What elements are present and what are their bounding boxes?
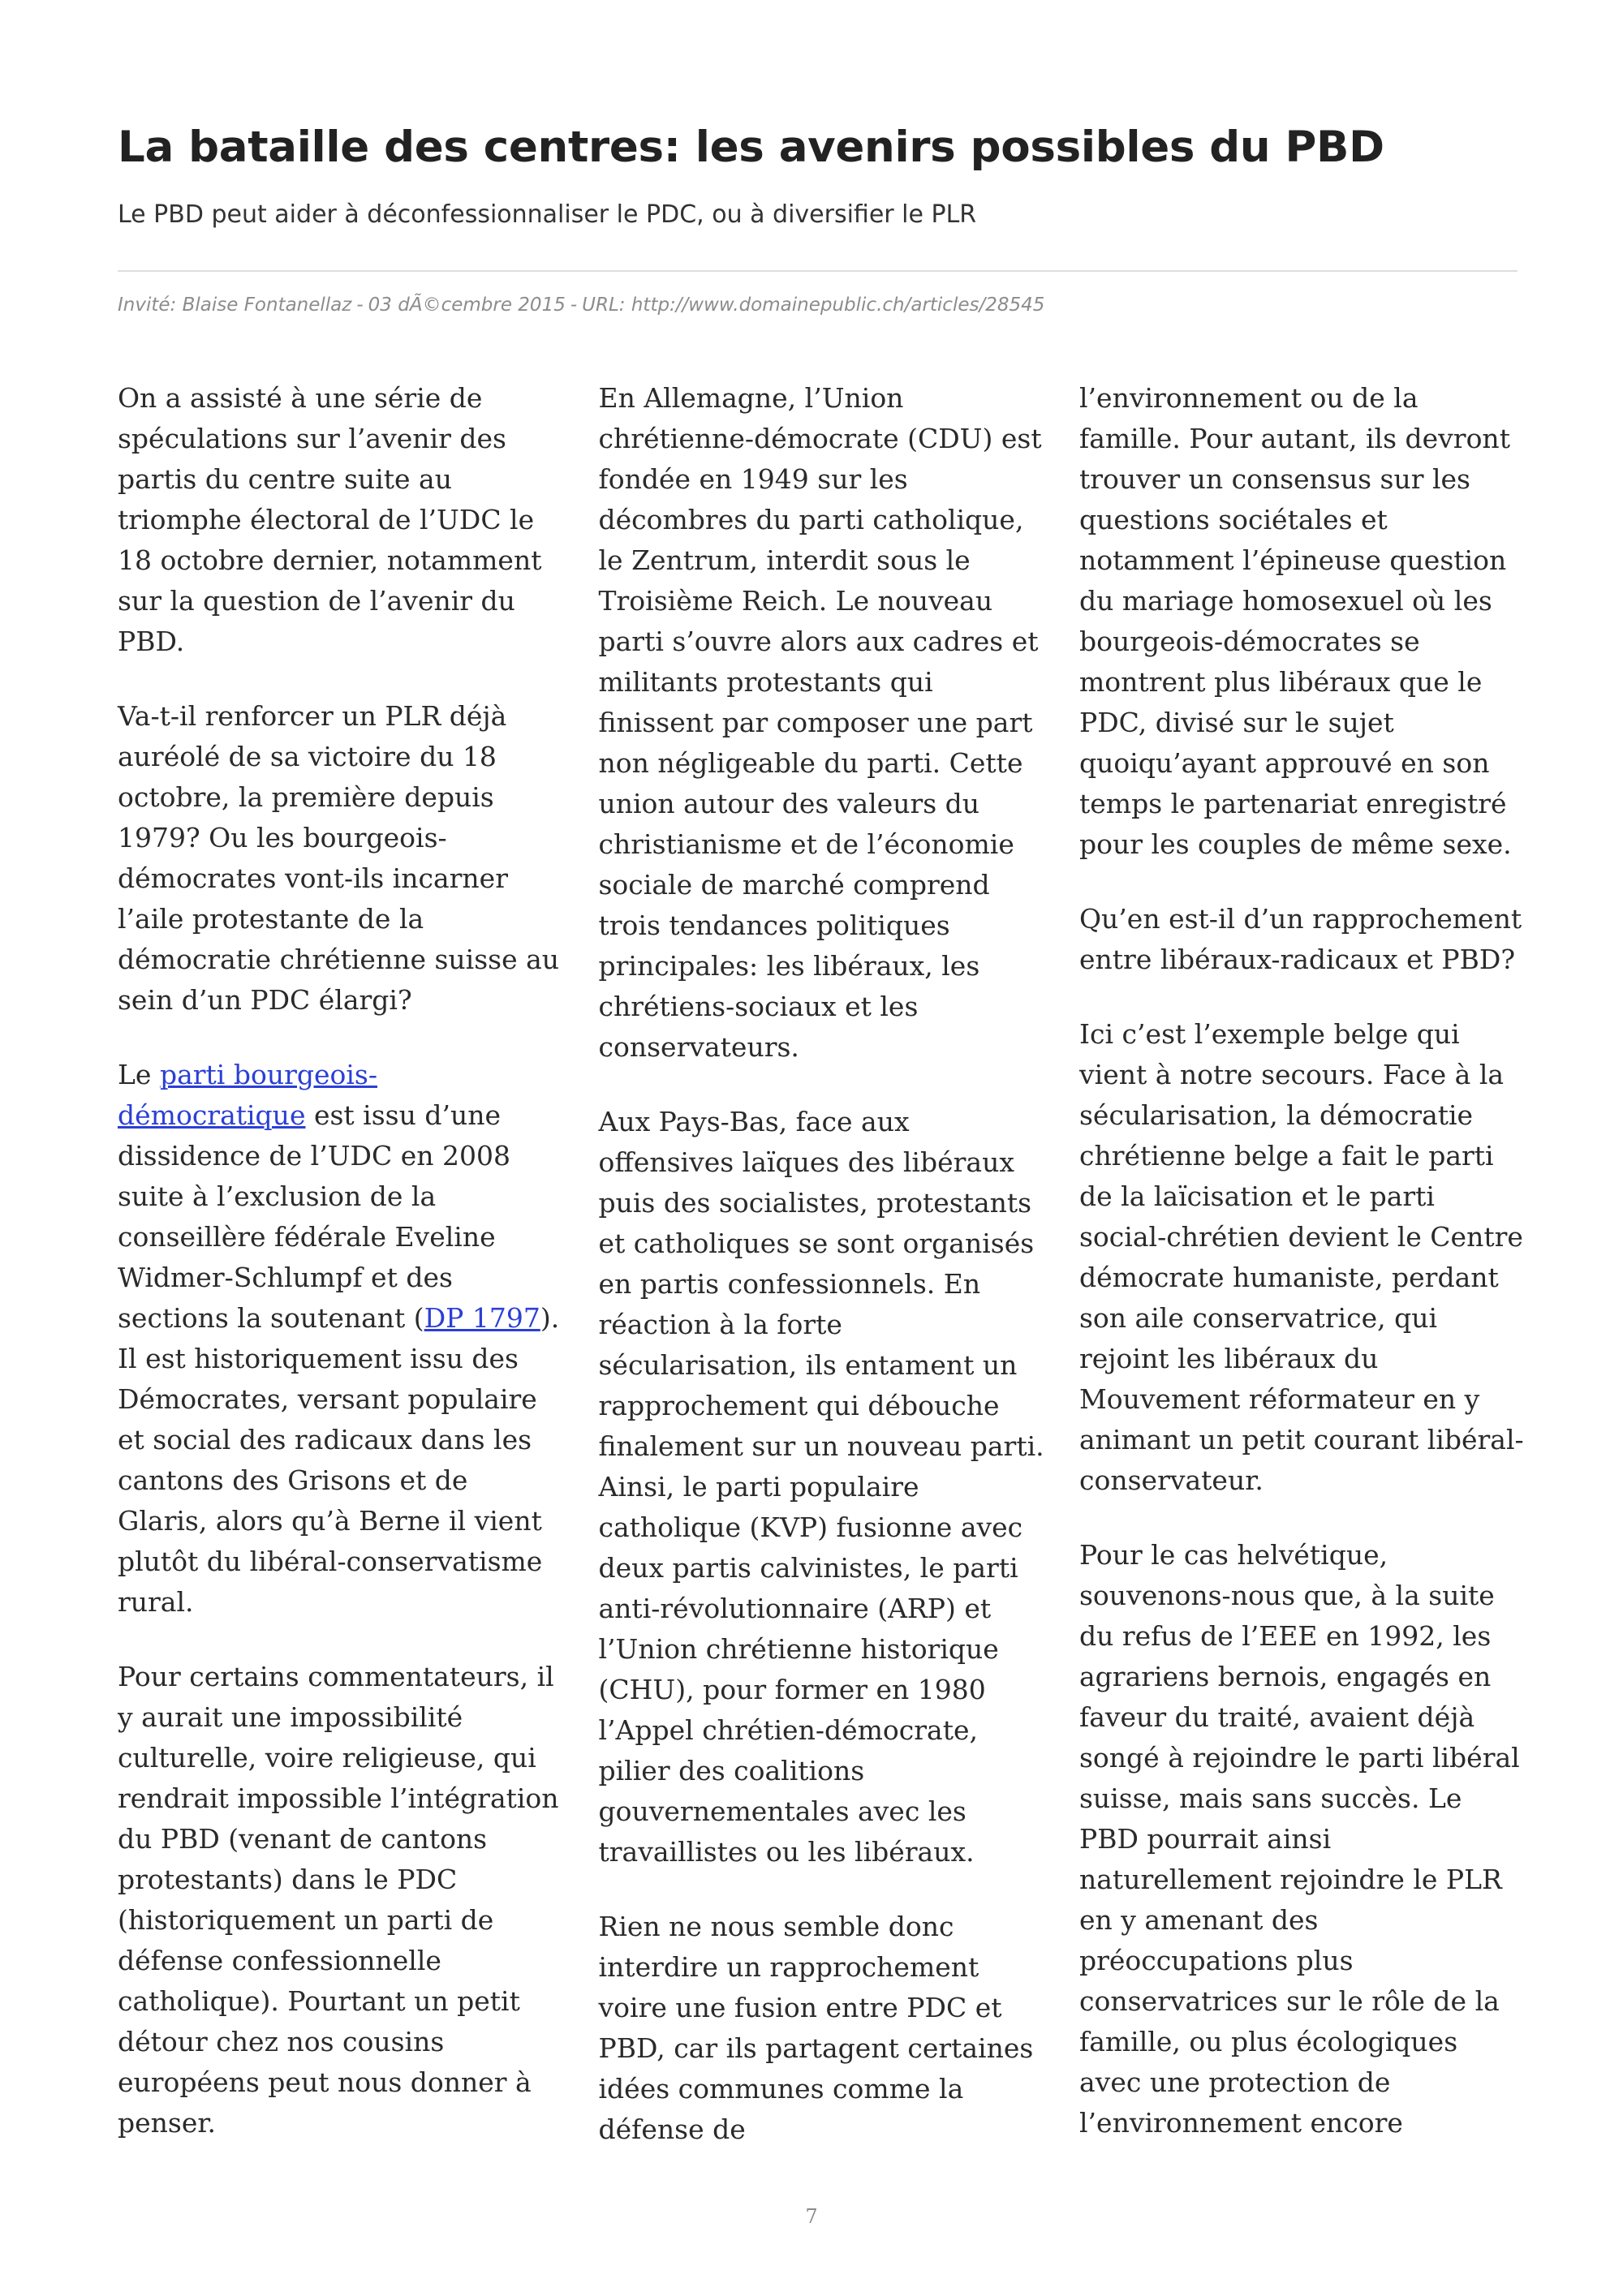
paragraph: Pour certains commentateurs, il y aurait une impossibilité culturelle, voire religieuse, qui rendrait impossible l’intégration du PBD (venant de cantons protestants) dans le PDC (historiquement un parti de défense confessionnelle catholique). Pourtant un petit détour chez nos cousins européens peut nous donner à penser.	[118, 1661, 559, 2139]
paragraph-text: est issu d’une dissidence de l’UDC en 2008 suite à l’exclusion de la conseillère fédérale Eveline Widmer-Schlumpf et des sections la soutenant (	[118, 1099, 510, 1334]
meta-date: 03 dÃ©cembre 2015	[368, 295, 566, 316]
meta-author: Invité: Blaise Fontanellaz	[118, 295, 352, 316]
paragraph: En Allemagne, l’Union chrétienne-démocrate (CDU) est fondée en 1949 sur les décombres du parti catholique, le Zentrum, interdit sous le Troisième Reich. Le nouveau parti s’ouvre alors aux cadres et militants protestants qui finissent par composer une part non négligeable du parti. Cette union autour des valeurs du christianisme et de l’économie sociale de marché comprend trois tendances politiques principales: les libéraux, les chrétiens-sociaux et les conservateurs.	[598, 382, 1042, 1063]
paragraph-text: Le	[118, 1059, 152, 1090]
article-body	[118, 378, 1526, 2184]
page-number: 7	[805, 2205, 818, 2228]
meta-url: URL: http://www.domainepublic.ch/articles/28545	[582, 295, 1045, 316]
paragraph: On a assisté à une série de spéculations sur l’avenir des partis du centre suite au triomphe électoral de l’UDC le 18 octobre dernier, notamment sur la question de l’avenir du PBD.	[118, 382, 542, 657]
article-meta	[118, 295, 1518, 316]
paragraph: Rien ne nous semble donc interdire un rapprochement voire une fusion entre PDC et PBD, car ils partagent certaines idées communes comme la défense de	[598, 1911, 1034, 2145]
meta-separator: -	[570, 295, 578, 316]
link-dp-1797[interactable]: DP 1797	[424, 1302, 540, 1334]
header-divider	[118, 270, 1518, 272]
paragraph: Pour le cas helvétique, souvenons-nous que, à la suite du refus de l’EEE en 1992, les agrariens bernois, engagés en faveur du traité, avaient déjà songé à rejoindre le parti libéral suisse, mais sans succès. Le PBD pourrait ainsi naturellement rejoindre le PLR en y amenant des préoccupations plus conservatrices sur le rôle de la famille, ou plus écologiques avec une protection de l’environnement encore	[1079, 1539, 1520, 2139]
paragraph: Qu’en est-il d’un rapprochement entre libéraux-radicaux et PBD?	[1079, 903, 1522, 975]
article-title: La bataille des centres: les avenirs possibles du PBD	[118, 123, 1384, 172]
paragraph	[118, 1055, 564, 1623]
column-2	[599, 378, 1045, 2184]
paragraph-text: ). Il est historiquement issu des Démocrates, versant populaire et social des radicaux dans les cantons des Grisons et de Glaris, alors qu’à Berne il vient plutôt du libéral-conservatisme rural.	[118, 1302, 560, 1618]
paragraph: Aux Pays-Bas, face aux offensives laïques des libéraux puis des socialistes, protestants et catholiques se sont organisés en partis confessionnels. En réaction à la forte sécularisation, ils entament un rapprochement qui débouche finalement sur un nouveau parti. Ainsi, le parti populaire catholique (KVP) fusionne avec deux partis calvinistes, le parti anti-révolutionnaire (ARP) et l’Union chrétienne historique (CHU), pour former en 1980 l’Appel chrétien-démocrate, pilier des coalitions gouvernementales avec les travaillistes ou les libéraux.	[598, 1106, 1044, 1868]
paragraph: l’environnement ou de la famille. Pour autant, ils devront trouver un consensus sur les questions sociétales et notamment l’épineuse question du mariage homosexuel où les bourgeois-démocrates se montrent plus libéraux que le PDC, divisé sur le sujet quoiqu’ayant approuvé en son temps le partenariat enregistré pour les couples de même sexe.	[1079, 382, 1512, 860]
paragraph: Ici c’est l’exemple belge qui vient à notre secours. Face à la sécularisation, la démocratie chrétienne belge a fait le parti de la laïcisation et le parti social-chrétien devient le Centre démocrate humaniste, perdant son aile conservatrice, qui rejoint les libéraux du Mouvement réformateur en y animant un petit courant libéral-conservateur.	[1079, 1018, 1524, 1496]
column-3	[1079, 378, 1526, 2184]
column-1	[118, 378, 564, 2184]
link-parti-bourgeois-democratique[interactable]: parti bourgeois-démocratique	[118, 1059, 378, 1131]
paragraph: Va-t-il renforcer un PLR déjà auréolé de sa victoire du 18 octobre, la première depuis 1979? Ou les bourgeois-démocrates vont-ils incarner l’aile protestante de la démocratie chrétienne suisse au sein d’un PDC élargi?	[118, 700, 560, 1016]
meta-separator: -	[356, 295, 364, 316]
article-subtitle: Le PBD peut aider à déconfessionnaliser le PDC, ou à diversifier le PLR	[118, 200, 977, 229]
